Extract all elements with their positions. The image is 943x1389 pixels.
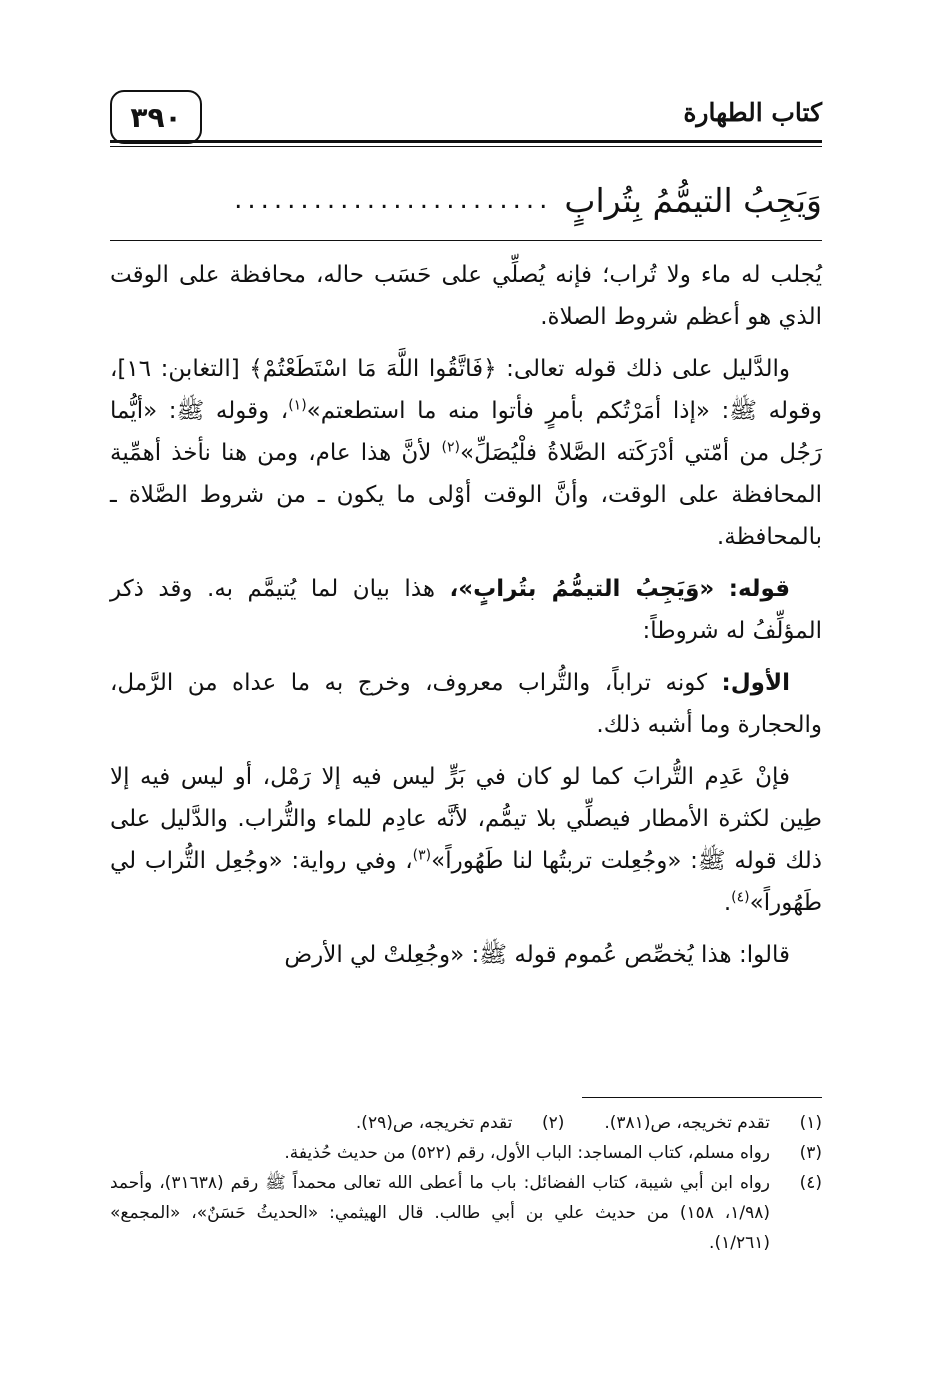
paragraph-5-part-c: . xyxy=(723,890,732,916)
paragraph-5 xyxy=(110,756,822,924)
commentary-body xyxy=(110,254,822,986)
footnote-row-3 xyxy=(110,1138,822,1168)
matn-rule xyxy=(110,240,822,241)
footnote-3-text: رواه مسلم، كتاب المساجد: الباب الأول، رقم (٥٢٢) من حديث حُذيفة. xyxy=(284,1143,770,1163)
footnote-rule xyxy=(582,1097,822,1098)
footnote-ref-1: (١) xyxy=(288,397,307,414)
footnote-row-1-2 xyxy=(110,1108,822,1138)
paragraph-2-part-b: ، وقوله ﷺ: «أيُّما رَجُل من أمّتي أدْرَكَته الصَّلاةُ فلْيُصَلِّ» xyxy=(110,398,822,466)
footnote-ref-4: (٤) xyxy=(731,889,750,906)
book-title: كتاب الطهارة xyxy=(683,98,822,127)
paragraph-3-text: هذا بيان لما يُتيمَّم به. وقد ذكر المؤلِّفُ له شروطاً: xyxy=(110,576,822,644)
paragraph-4-text: كونه تراباً، والتُّراب معروف، وخرج به ما عداه من الرَّمل، والحجارة وما أشبه ذلك. xyxy=(110,670,822,738)
paragraph-2-part-a: والدَّليل على ذلك قوله تعالى: ﴿فَاتَّقُوا اللَّهَ مَا اسْتَطَعْتُمْ﴾ [التغابن: ١٦]، وقوله ﷺ: «إذا أمَرْتُكم بأمرٍ فأتوا منه ما استطعتم» xyxy=(110,356,822,424)
matn-dots: ........................ xyxy=(234,185,553,215)
footnote-3-number: (٣) xyxy=(799,1143,822,1163)
footnote-4-number: (٤) xyxy=(799,1173,822,1193)
book-page xyxy=(110,0,822,1389)
matn-line xyxy=(110,170,822,230)
quoted-matn: «وَيَجِبُ التيمُّمُ بتُرابٍ»، xyxy=(449,576,715,602)
paragraph-6: قالوا: هذا يُخصِّص عُموم قوله ﷺ: «وجُعِلتْ لي الأرض xyxy=(284,942,790,968)
footnote-2-text: تقدم تخريجه، ص(٢٩). xyxy=(355,1113,513,1133)
footnote-4-text: رواه ابن أبي شيبة، كتاب الفضائل: باب ما أعطى الله تعالى محمداً ﷺ رقم (٣١٦٣٨)، وأحمد (١/٩٨، ١٥٨) من حديث علي بن أبي طالب. قال الهيثمي: «الحديثُ حَسَنٌ»، «المجمع» (١/٢٦١). xyxy=(110,1173,771,1253)
paragraph-1: يُجلب له ماء ولا تُراب؛ فإنه يُصلِّي على حَسَب حاله، محافظة على الوقت الذي هو أعظم شروط الصلاة. xyxy=(110,262,822,330)
header-rule-thick xyxy=(110,140,822,143)
running-header xyxy=(110,88,822,148)
paragraph-5-part-b: ، وفي رواية: «وجُعِل التُّراب لي طَهُوراً» xyxy=(110,848,822,916)
page-number: ٣٩٠ xyxy=(110,90,202,144)
matn-text: وَيَجِبُ التيمُّمُ بِتُرابٍ xyxy=(564,180,822,220)
footnote-1-number: (١) xyxy=(799,1113,822,1133)
first-condition-label: الأول: xyxy=(721,670,790,696)
footnotes xyxy=(110,1108,822,1258)
paragraph-2-part-c: لأنَّ هذا عام، ومن هنا نأخذ أهمِّية المحافظة على الوقت، وأنَّ الوقت أوْلى ما يكون ـ من شروط الصَّلاة ـ بالمحافظة. xyxy=(110,440,822,550)
footnote-2-number: (٢) xyxy=(541,1113,565,1133)
paragraph-3 xyxy=(110,568,822,652)
footnote-1-text: تقدم تخريجه، ص(٣٨١). xyxy=(604,1113,770,1133)
footnote-row-4 xyxy=(110,1168,822,1258)
paragraph-2 xyxy=(110,348,822,558)
header-rule-thin xyxy=(110,146,822,147)
qawluh-label: قوله: xyxy=(728,576,791,602)
paragraph-5-part-a: فإنْ عَدِم التُّرابَ كما لو كان في بَرٍّ ليس فيه إلا رَمْل، أو ليس فيه إلا طِين لكثرة الأمطار فيصلِّي بلا تيمُّم، لأنَّه عادِم للماء والتُّراب. والدَّليل على ذلك قوله ﷺ: «وجُعِلت تربتُها لنا طَهُوراً» xyxy=(110,764,823,874)
footnote-ref-3: (٣) xyxy=(412,847,432,864)
footnote-ref-2: (٢) xyxy=(441,439,460,456)
paragraph-4 xyxy=(110,662,822,746)
